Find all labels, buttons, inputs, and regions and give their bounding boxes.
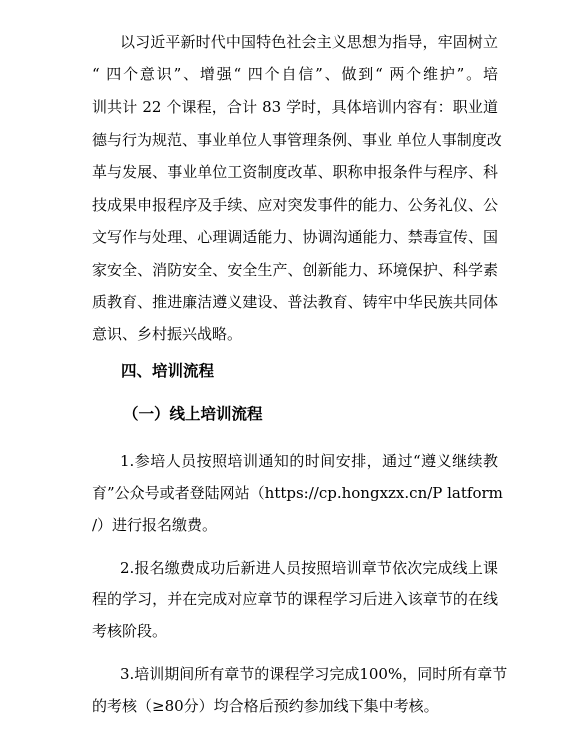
text-line: 3.培训期间所有章节的课程学习完成100%，同时所有章节 [120,665,508,683]
text-line: 文写作与处理、心理调适能力、协调沟通能力、禁毒宣传、国 [92,228,498,246]
text-line: “ 四个意识”、增强“ 四个自信”、做到“ 两个维护”。培 [92,65,498,83]
text-line: 革与发展、事业单位工资制度改革、职称申报条件与程序、科 [92,163,498,181]
text-line: 1.参培人员按照培训通知的时间安排，通过“遵义继续教 [120,452,498,470]
text-line: 意识、乡村振兴战略。 [92,325,243,343]
text-line: 技成果申报程序及手续、应对突发事件的能力、公务礼仪、公 [92,196,498,214]
text-line: 以习近平新时代中国特色社会主义思想为指导，牢固树立 [120,33,498,51]
text-line: 质教育、推进廉洁遵义建设、普法教育、铸牢中华民族共同体 [92,293,498,311]
text-line: 家安全、消防安全、安全生产、创新能力、环境保护、科学素 [92,261,498,279]
section-heading-training-process: 四、培训流程 [121,362,215,380]
text-line: 德与行为规范、事业单位人事管理条例、事业 单位人事制度改 [92,131,502,149]
text-line: 训共计 22 个课程，合计 83 学时，具体培训内容有：职业道 [92,98,498,116]
subsection-heading-online-training: （一）线上培训流程 [123,405,263,423]
text-line: 考核阶段。 [92,622,168,640]
text-line-with-url: 育”公众号或者登陆网站（https://cp.hongxzx.cn/P latform [92,484,503,502]
text-line: /）进行报名缴费。 [92,516,218,534]
text-line: 的考核（≥80分）均合格后预约参加线下集中考核。 [92,697,439,715]
text-line: 程的学习，并在完成对应章节的课程学习后进入该章节的在线 [92,590,498,608]
text-line: 2.报名缴费成功后新进人员按照培训章节依次完成线上课 [120,559,498,577]
